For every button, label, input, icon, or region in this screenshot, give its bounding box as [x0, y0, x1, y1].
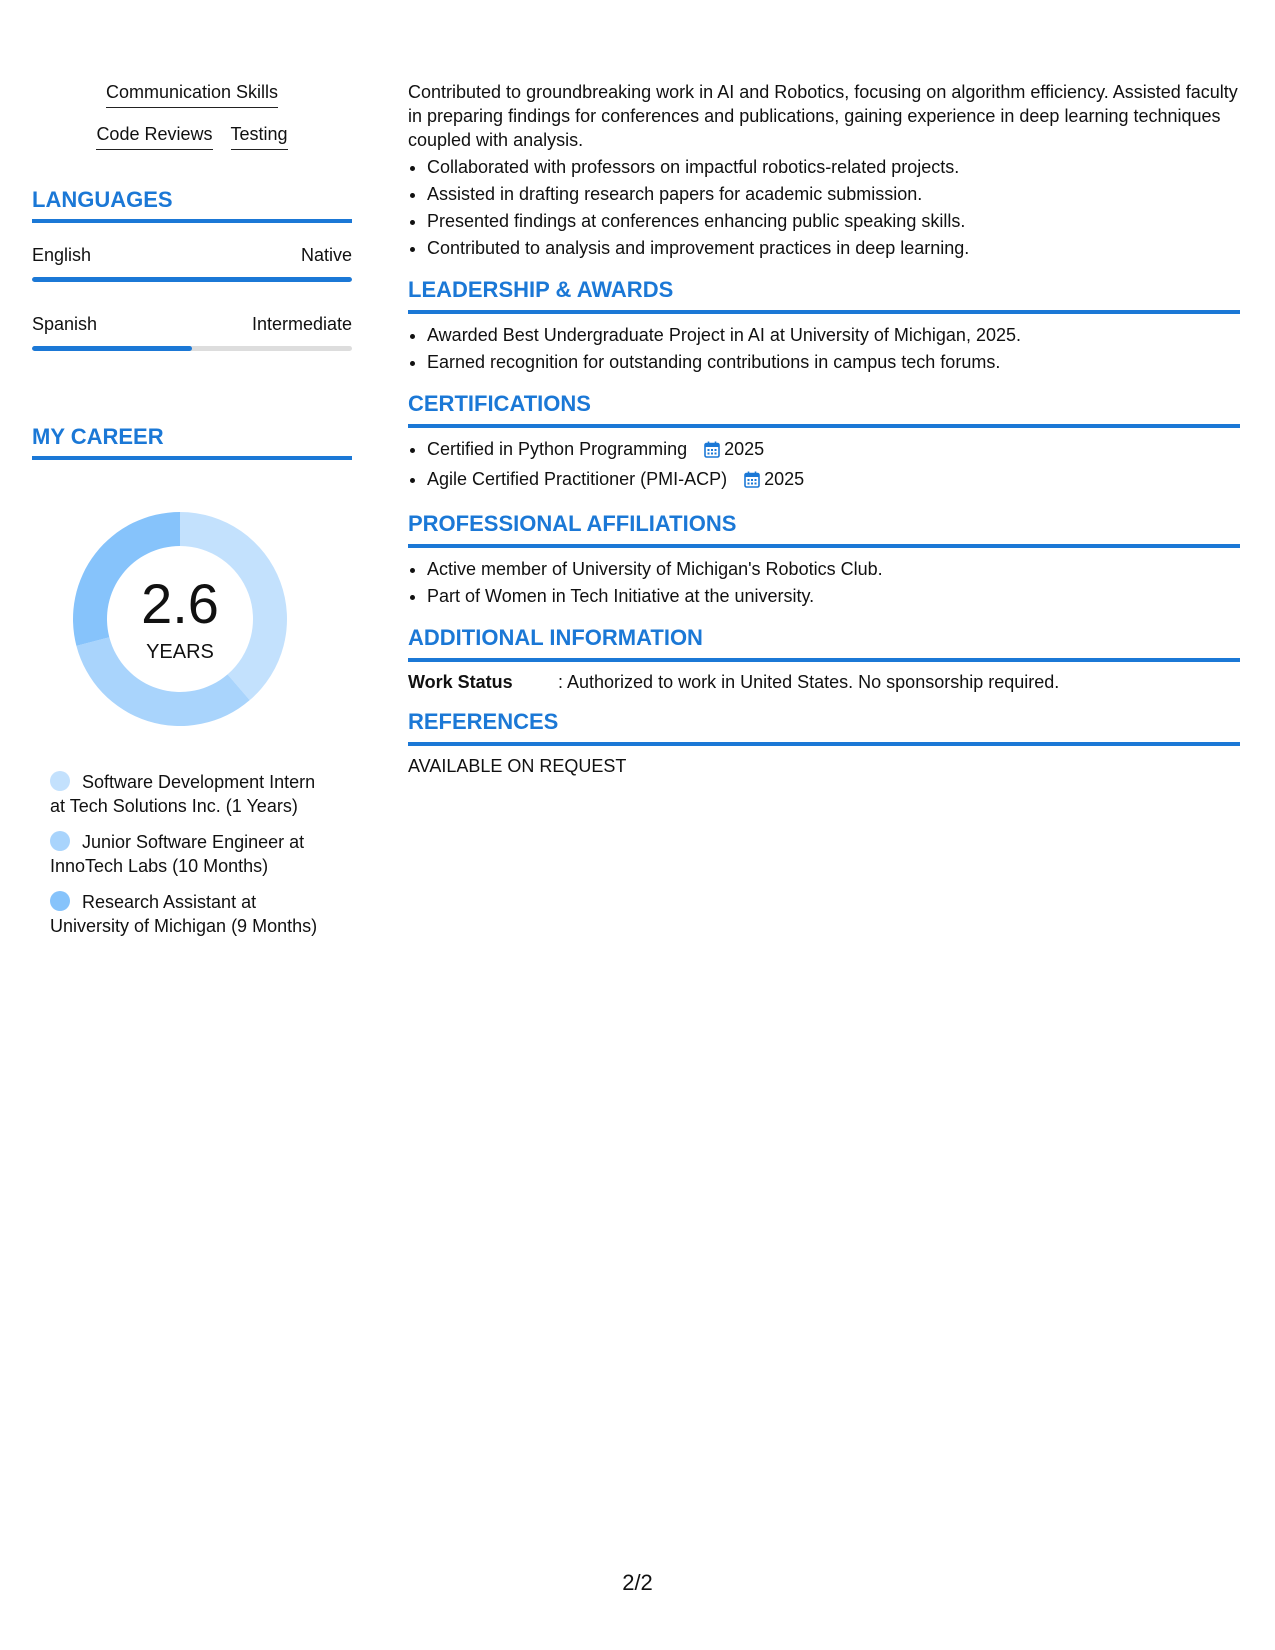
- career-heading: MY CAREER: [32, 423, 352, 460]
- additional-info-heading: ADDITIONAL INFORMATION: [408, 624, 1240, 662]
- language-item: [32, 312, 352, 351]
- language-bar: [32, 346, 352, 351]
- language-bar-fill: [32, 277, 352, 282]
- experience-description: Contributed to groundbreaking work in AI and Robotics, focusing on algorithm efficiency. Assisted faculty in preparing findings for conferences and publications, gaining experience in deep learning techniques coupled with analysis.: [408, 82, 1238, 150]
- language-bar: [32, 277, 352, 282]
- calendar-icon: [744, 469, 760, 496]
- references-heading: REFERENCES: [408, 708, 1240, 746]
- certification-item: [427, 466, 1240, 496]
- legend-item: [50, 890, 320, 938]
- work-status-value: : Authorized to work in United States. No sponsorship required.: [558, 672, 1060, 692]
- certifications-list: [408, 436, 1240, 496]
- bullet-item: • Active member of University of Michigan's Robotics Club.: [427, 556, 1240, 583]
- career-unit: YEARS: [146, 641, 214, 663]
- language-name: Spanish: [32, 314, 98, 334]
- legend-item: [50, 830, 320, 878]
- bullet-item: • Contributed to analysis and improvement practices in deep learning.: [427, 235, 1240, 262]
- work-status-row: [408, 670, 1240, 694]
- certification-name: Agile Certified Practitioner (PMI-ACP): [427, 469, 728, 489]
- page-number: 2/2: [622, 1570, 653, 1595]
- experience-bullets: [408, 154, 1240, 262]
- legend-label: Software Development Intern at Tech Solutions Inc. (1 Years): [50, 772, 316, 816]
- affiliations-heading: PROFESSIONAL AFFILIATIONS: [408, 510, 1240, 548]
- language-level: Intermediate: [251, 314, 352, 334]
- legend-dot: [50, 891, 70, 911]
- certifications-heading: CERTIFICATIONS: [408, 390, 1240, 428]
- awards-bullets: [408, 322, 1240, 376]
- legend-label: Research Assistant at University of Michigan (9 Months): [50, 892, 318, 936]
- legend-item: [50, 770, 320, 818]
- language-name: English: [32, 245, 92, 265]
- bullet-item: • Earned recognition for outstanding contributions in campus tech forums.: [427, 349, 1240, 376]
- certification-year: 2025: [724, 439, 765, 459]
- awards-heading: LEADERSHIP & AWARDS: [408, 276, 1240, 314]
- skills-list: [32, 80, 352, 150]
- language-level: Native: [300, 245, 352, 265]
- affiliations-bullets: [408, 556, 1240, 610]
- career-legend: [50, 770, 320, 938]
- legend-dot: [50, 771, 70, 791]
- certification-year: 2025: [764, 469, 805, 489]
- references-text: AVAILABLE ON REQUEST: [408, 756, 627, 776]
- sidebar: [32, 80, 352, 950]
- bullet-item: • Awarded Best Undergraduate Project in AI at University of Michigan, 2025.: [427, 322, 1240, 349]
- language-bar-fill: [32, 346, 192, 351]
- skill-tag: Communication Skills: [106, 80, 278, 108]
- certification-item: [427, 436, 1240, 466]
- bullet-item: • Part of Women in Tech Initiative at the university.: [427, 583, 1240, 610]
- skill-row: [32, 80, 352, 108]
- bullet-item: • Assisted in drafting research papers for academic submission.: [427, 181, 1240, 208]
- legend-dot: [50, 831, 70, 851]
- bullet-item: • Collaborated with professors on impactful robotics-related projects.: [427, 154, 1240, 181]
- skill-tag: Testing: [231, 122, 288, 150]
- career-total: 2.6: [141, 572, 219, 635]
- bullet-item: • Presented findings at conferences enhancing public speaking skills.: [427, 208, 1240, 235]
- language-item: [32, 243, 352, 282]
- languages-heading: LANGUAGES: [32, 186, 352, 223]
- skill-tag: Code Reviews: [96, 122, 212, 150]
- certification-name: Certified in Python Programming: [427, 439, 688, 459]
- work-status-label: Work Status: [408, 672, 513, 692]
- calendar-icon: [704, 439, 720, 466]
- career-donut-chart: [65, 504, 295, 734]
- skill-row: [32, 122, 352, 150]
- legend-label: Junior Software Engineer at InnoTech Labs (10 Months): [50, 832, 305, 876]
- main-column: [408, 80, 1240, 778]
